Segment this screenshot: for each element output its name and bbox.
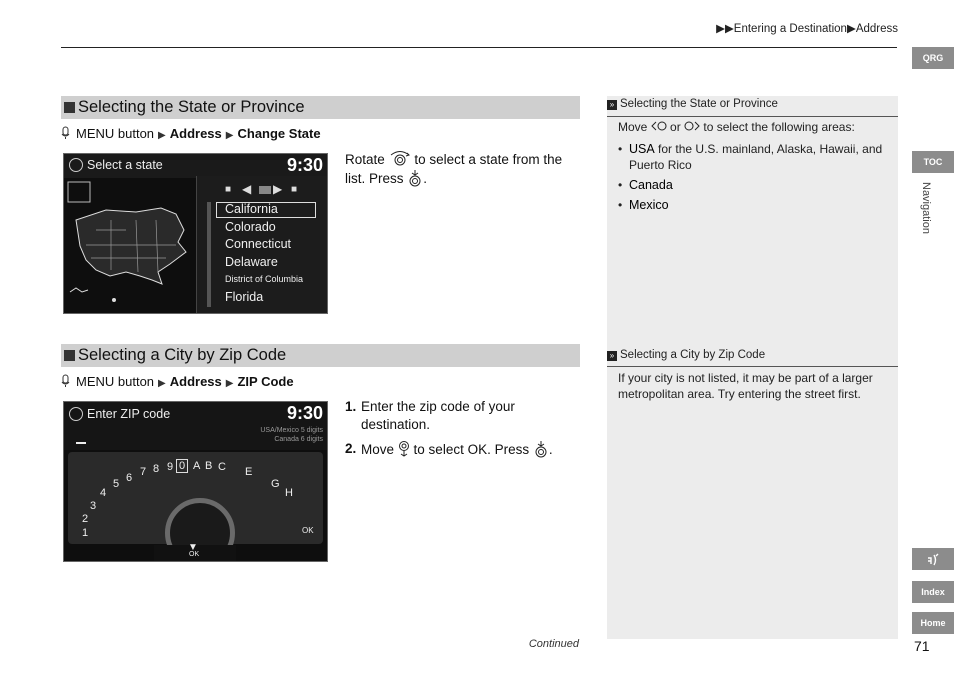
step-number: 1.	[345, 399, 357, 414]
breadcrumb-separator: ▶	[846, 23, 856, 35]
interface-dial-move-down-icon	[398, 440, 410, 458]
keypad-key[interactable]: 5	[113, 478, 120, 490]
screen-title: Select a state	[87, 158, 163, 172]
scroll-thumb[interactable]	[259, 186, 271, 194]
note-reference-icon: »	[607, 351, 617, 361]
list-scroll-controls	[197, 182, 328, 200]
chapter-label-navigation: Navigation	[920, 182, 932, 234]
step-number: 2.	[345, 441, 357, 456]
state-list-item[interactable]: District of Columbia	[225, 274, 304, 284]
breadcrumb	[600, 21, 898, 35]
arrow-right-icon: ▶	[158, 378, 166, 389]
area-name: USA	[629, 142, 655, 156]
home-tab[interactable]: Home	[912, 612, 954, 634]
menu-item-change-state: Change State	[237, 126, 321, 141]
state-list-item[interactable]: Delaware	[225, 255, 278, 269]
note-rule	[607, 366, 898, 367]
input-cursor[interactable]	[76, 442, 86, 444]
voice-command-tab[interactable]	[912, 548, 954, 570]
breadcrumb-arrows: ▶▶	[716, 23, 734, 35]
scroll-right-icon[interactable]: ▶	[273, 182, 283, 196]
interface-dial-move-right-icon	[684, 120, 700, 132]
square-bullet-icon	[64, 350, 75, 361]
interface-dial-rotate-icon	[389, 150, 411, 168]
last-page-icon[interactable]: ■	[291, 184, 298, 195]
zip-hint-canada: Canada 6 digits	[274, 436, 323, 443]
menu-path-state	[61, 126, 321, 141]
keypad-key[interactable]: B	[205, 460, 213, 472]
arrow-right-icon: ▶	[225, 378, 234, 389]
note-heading-zip	[607, 349, 898, 361]
interface-dial-press-icon	[407, 169, 423, 187]
section-heading-state	[61, 96, 580, 119]
screen-header	[64, 402, 327, 450]
keypad-key[interactable]: 9	[167, 461, 174, 473]
instruction-end: .	[423, 171, 428, 186]
area-name: Canada	[629, 178, 673, 192]
voice-command-icon	[925, 552, 941, 568]
step-text: Move	[361, 442, 395, 457]
area-list	[618, 141, 888, 213]
index-tab[interactable]: Index	[912, 581, 954, 603]
keypad-key-selected[interactable]: 0	[176, 459, 188, 473]
clock: 9:30	[286, 155, 323, 175]
section-title: Selecting a City by Zip Code	[78, 346, 287, 364]
keypad-ok-key[interactable]: OK	[302, 526, 314, 535]
note-intro: Move	[618, 120, 648, 134]
clock: 9:30	[286, 403, 323, 423]
select-state-screen	[63, 153, 328, 314]
zip-hint-usa: USA/Mexico 5 digits	[260, 427, 323, 434]
voice-control-icon	[61, 374, 70, 388]
area-description: for the U.S. mainland, Alaska, Hawaii, and Puerto Rico	[629, 142, 883, 172]
interface-dial-press-icon	[533, 440, 549, 458]
section-title: Selecting the State or Province	[78, 98, 305, 116]
list-item	[618, 197, 888, 213]
bottom-ok-label: OK	[189, 551, 200, 558]
keypad-key[interactable]: 3	[90, 500, 97, 512]
state-list-item[interactable]: California	[225, 202, 278, 216]
keypad-key[interactable]: 2	[82, 513, 89, 525]
state-list-item[interactable]: Colorado	[225, 220, 276, 234]
arrow-right-icon: ▶	[158, 130, 166, 141]
keypad-key[interactable]: 7	[140, 466, 147, 478]
header-rule	[61, 47, 897, 48]
screen-title: Enter ZIP code	[87, 407, 171, 421]
note-or: or	[670, 120, 681, 134]
chevron-down-icon: ▼	[188, 542, 198, 553]
screen-header	[64, 154, 327, 178]
note-body-zip: If your city is not listed, it may be part of a larger metropolitan area. Try entering the street first.	[618, 371, 873, 401]
enter-zip-screen	[63, 401, 328, 562]
menu-item-address: Address	[169, 126, 222, 141]
section-heading-zip	[61, 344, 580, 367]
keypad-key[interactable]: C	[218, 461, 226, 473]
note-body-state	[618, 119, 888, 217]
keypad-key[interactable]: 6	[126, 472, 133, 484]
state-instructions	[345, 150, 580, 188]
keypad-key[interactable]: G	[271, 478, 280, 490]
step-text: to select	[413, 442, 464, 457]
note-intro-post: to select the following areas:	[703, 120, 855, 134]
step-2	[345, 440, 575, 459]
list-scrollbar[interactable]	[207, 202, 211, 307]
state-list-item[interactable]: Florida	[225, 290, 264, 304]
ok-label: OK	[467, 442, 488, 457]
keypad-key[interactable]: A	[193, 460, 201, 472]
state-list-item[interactable]: Connecticut	[225, 237, 292, 251]
instruction-rotate: Rotate	[345, 152, 385, 167]
toc-tab[interactable]: TOC	[912, 151, 954, 173]
keypad-key[interactable]: E	[245, 466, 253, 478]
list-item	[618, 177, 888, 193]
zip-instructions	[345, 398, 575, 459]
home-icon	[69, 158, 83, 172]
note-heading-state	[607, 98, 898, 110]
us-map-image	[66, 180, 196, 310]
keypad-key[interactable]: 4	[100, 487, 107, 499]
menu-item-address: Address	[169, 374, 222, 389]
page-number: 71	[914, 638, 930, 654]
home-icon	[69, 407, 83, 421]
menu-button-label: MENU button	[76, 374, 155, 389]
area-name: Mexico	[629, 198, 669, 212]
square-bullet-icon	[64, 102, 75, 113]
first-page-icon[interactable]: ■	[225, 184, 232, 195]
step-end: .	[548, 442, 553, 457]
menu-button-label: MENU button	[76, 126, 155, 141]
note-reference-icon: »	[607, 100, 617, 110]
step-text: Enter the zip code of your destination.	[361, 399, 515, 432]
note-rule	[607, 116, 898, 117]
voice-control-icon	[61, 126, 70, 140]
interface-dial-move-left-icon	[651, 120, 667, 132]
menu-path-zip	[61, 374, 294, 389]
note-title: Selecting the State or Province	[620, 98, 778, 110]
note-title: Selecting a City by Zip Code	[620, 349, 766, 361]
list-item	[618, 141, 888, 173]
continued-label: Continued	[528, 638, 579, 650]
keypad-key[interactable]: 8	[153, 463, 160, 475]
qrg-tab[interactable]: QRG	[912, 47, 954, 69]
arrow-right-icon: ▶	[225, 130, 234, 141]
keypad-key[interactable]: 1	[82, 527, 89, 539]
step-1	[345, 398, 575, 434]
bottom-ok-bar[interactable]	[154, 542, 236, 561]
scroll-left-icon[interactable]: ◀	[242, 182, 252, 196]
instruction-text: to select a state from the list. Press	[345, 152, 563, 186]
step-text: . Press	[487, 442, 530, 457]
keypad-key[interactable]: H	[285, 487, 293, 499]
menu-item-zip-code: ZIP Code	[237, 374, 294, 389]
breadcrumb-link-entering-destination[interactable]: Entering a Destination	[733, 23, 847, 35]
breadcrumb-current-address: Address	[855, 23, 898, 35]
